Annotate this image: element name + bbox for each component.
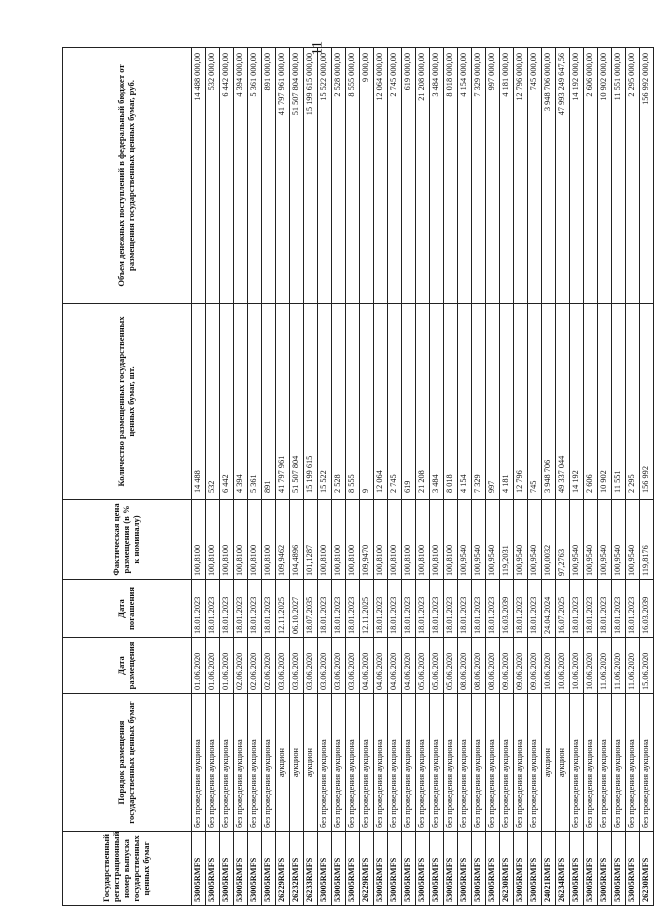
- cell-price: 119,8176: [640, 500, 654, 580]
- cell-redemption-date: 18.01.2023: [416, 580, 430, 638]
- cell-volume: 11 551 000,00: [612, 48, 626, 304]
- cell-redemption-date: 18.01.2023: [584, 580, 598, 638]
- cell-volume: 2 606 000,00: [584, 48, 598, 304]
- table-row: [290, 48, 304, 906]
- table-row: [626, 48, 640, 906]
- cell-volume: 891 000,00: [262, 48, 276, 304]
- cell-quantity: 2 745: [388, 304, 402, 500]
- cell-quantity: 10 902: [598, 304, 612, 500]
- cell-price: 100,8100: [220, 500, 234, 580]
- cell-order: без проведения аукциона: [430, 694, 444, 832]
- cell-volume: 2 295 000,00: [626, 48, 640, 304]
- cell-price: 100,8100: [262, 500, 276, 580]
- table-row: [640, 48, 654, 906]
- cell-redemption-date: 16.07.2025: [556, 580, 570, 638]
- cell-order: аукцион: [276, 694, 290, 832]
- cell-price: 100,8100: [248, 500, 262, 580]
- cell-placement-date: 03.06.2020: [332, 638, 346, 694]
- table-row: [556, 48, 570, 906]
- cell-volume: 6 442 000,00: [220, 48, 234, 304]
- table-row: [402, 48, 416, 906]
- cell-order: без проведения аукциона: [500, 694, 514, 832]
- table-row: [570, 48, 584, 906]
- cell-order: без проведения аукциона: [626, 694, 640, 832]
- cell-placement-date: 11.06.2020: [626, 638, 640, 694]
- cell-order: без проведения аукциона: [640, 694, 654, 832]
- cell-redemption-date: 18.01.2023: [472, 580, 486, 638]
- table-row: [206, 48, 220, 906]
- cell-price: 100,9540: [458, 500, 472, 580]
- cell-order: без проведения аукциона: [514, 694, 528, 832]
- cell-volume: 47 993 249 647,56: [556, 48, 570, 304]
- cell-code: 26229RMFS: [360, 832, 374, 906]
- cell-quantity: 5 361: [248, 304, 262, 500]
- header-volume: Объем денежных поступлений в федеральный бюджет от размещения государственных ценных бумаг, руб.: [63, 48, 192, 304]
- cell-code: 53005RMFS: [444, 832, 458, 906]
- cell-placement-date: 08.06.2020: [472, 638, 486, 694]
- table-row: [430, 48, 444, 906]
- table-row: [598, 48, 612, 906]
- cell-code: 53005RMFS: [514, 832, 528, 906]
- cell-order: без проведения аукциона: [472, 694, 486, 832]
- cell-code: 53005RMFS: [192, 832, 206, 906]
- cell-price: 100,0032: [542, 500, 556, 580]
- cell-code: 26234RMFS: [556, 832, 570, 906]
- table-row: [542, 48, 556, 906]
- cell-redemption-date: 24.04.2024: [542, 580, 556, 638]
- cell-order: аукцион: [304, 694, 318, 832]
- cell-code: 53005RMFS: [528, 832, 542, 906]
- cell-redemption-date: 18.01.2023: [626, 580, 640, 638]
- cell-code: 24021RMFS: [542, 832, 556, 906]
- cell-placement-date: 09.06.2020: [528, 638, 542, 694]
- cell-code: 53005RMFS: [472, 832, 486, 906]
- table-row: [304, 48, 318, 906]
- cell-placement-date: 03.06.2020: [290, 638, 304, 694]
- cell-placement-date: 01.06.2020: [192, 638, 206, 694]
- cell-price: 97,2763: [556, 500, 570, 580]
- cell-price: 119,2031: [500, 500, 514, 580]
- cell-redemption-date: 18.01.2023: [402, 580, 416, 638]
- page-number: 11: [309, 41, 326, 56]
- cell-quantity: 6 442: [220, 304, 234, 500]
- cell-order: без проведения аукциона: [528, 694, 542, 832]
- table-row: [584, 48, 598, 906]
- cell-price: 100,8100: [374, 500, 388, 580]
- cell-redemption-date: 18.01.2023: [612, 580, 626, 638]
- cell-order: без проведения аукциона: [192, 694, 206, 832]
- cell-volume: 4 394 000,00: [234, 48, 248, 304]
- cell-price: 100,9540: [514, 500, 528, 580]
- cell-quantity: 2 528: [332, 304, 346, 500]
- cell-code: 53005RMFS: [374, 832, 388, 906]
- table-row: [346, 48, 360, 906]
- cell-placement-date: 02.06.2020: [234, 638, 248, 694]
- cell-quantity: 7 329: [472, 304, 486, 500]
- cell-order: аукцион: [556, 694, 570, 832]
- cell-order: без проведения аукциона: [598, 694, 612, 832]
- cell-order: без проведения аукциона: [234, 694, 248, 832]
- cell-redemption-date: 18.07.2035: [304, 580, 318, 638]
- table-row: [500, 48, 514, 906]
- cell-order: без проведения аукциона: [220, 694, 234, 832]
- cell-code: 26230RMFS: [640, 832, 654, 906]
- cell-placement-date: 10.06.2020: [584, 638, 598, 694]
- cell-redemption-date: 18.01.2023: [374, 580, 388, 638]
- cell-price: 100,8100: [402, 500, 416, 580]
- cell-order: без проведения аукциона: [458, 694, 472, 832]
- table-row: [416, 48, 430, 906]
- cell-quantity: 15 522: [318, 304, 332, 500]
- cell-placement-date: 05.06.2020: [416, 638, 430, 694]
- cell-placement-date: 08.06.2020: [458, 638, 472, 694]
- cell-price: 100,8100: [416, 500, 430, 580]
- cell-price: 100,8100: [430, 500, 444, 580]
- cell-order: без проведения аукциона: [612, 694, 626, 832]
- cell-placement-date: 09.06.2020: [514, 638, 528, 694]
- cell-code: 53005RMFS: [234, 832, 248, 906]
- cell-price: 109,9470: [360, 500, 374, 580]
- cell-code: 53005RMFS: [612, 832, 626, 906]
- cell-code: 53005RMFS: [416, 832, 430, 906]
- cell-volume: 4 154 000,00: [458, 48, 472, 304]
- cell-placement-date: 09.06.2020: [500, 638, 514, 694]
- cell-code: 26229RMFS: [276, 832, 290, 906]
- cell-placement-date: 04.06.2020: [402, 638, 416, 694]
- securities-table-container: [62, 48, 651, 906]
- cell-code: 53005RMFS: [584, 832, 598, 906]
- cell-redemption-date: 18.01.2023: [514, 580, 528, 638]
- cell-order: без проведения аукциона: [486, 694, 500, 832]
- table-row: [374, 48, 388, 906]
- cell-quantity: 619: [402, 304, 416, 500]
- header-code: Государственный регистрационный номер выпуска государственных ценных бумаг: [63, 832, 192, 906]
- cell-order: без проведения аукциона: [444, 694, 458, 832]
- cell-price: 100,9540: [472, 500, 486, 580]
- cell-redemption-date: 18.01.2023: [444, 580, 458, 638]
- cell-placement-date: 02.06.2020: [248, 638, 262, 694]
- cell-redemption-date: 18.01.2023: [458, 580, 472, 638]
- cell-quantity: 891: [262, 304, 276, 500]
- cell-quantity: 3 484: [430, 304, 444, 500]
- cell-order: без проведения аукциона: [416, 694, 430, 832]
- cell-volume: 8 555 000,00: [346, 48, 360, 304]
- cell-code: 53005RMFS: [346, 832, 360, 906]
- header-placement-date: Дата размещения: [63, 638, 192, 694]
- cell-order: без проведения аукциона: [206, 694, 220, 832]
- cell-code: 53005RMFS: [318, 832, 332, 906]
- cell-code: 53005RMFS: [402, 832, 416, 906]
- cell-placement-date: 05.06.2020: [444, 638, 458, 694]
- table-row: [472, 48, 486, 906]
- cell-redemption-date: 18.01.2023: [318, 580, 332, 638]
- cell-code: 53005RMFS: [570, 832, 584, 906]
- cell-redemption-date: 18.01.2023: [192, 580, 206, 638]
- cell-volume: 2 745 000,00: [388, 48, 402, 304]
- cell-placement-date: 05.06.2020: [430, 638, 444, 694]
- cell-quantity: 4 181: [500, 304, 514, 500]
- table-row: [318, 48, 332, 906]
- cell-price: 100,8100: [346, 500, 360, 580]
- table-row: [486, 48, 500, 906]
- securities-placement-table: [62, 47, 654, 906]
- cell-volume: 997 000,00: [486, 48, 500, 304]
- table-row: [458, 48, 472, 906]
- cell-placement-date: 02.06.2020: [262, 638, 276, 694]
- cell-price: 109,9462: [276, 500, 290, 580]
- cell-code: 53005RMFS: [248, 832, 262, 906]
- cell-quantity: 3 948 706: [542, 304, 556, 500]
- cell-price: 104,4896: [290, 500, 304, 580]
- cell-volume: 15 199 615 000,00: [304, 48, 318, 304]
- cell-code: 53005RMFS: [206, 832, 220, 906]
- cell-quantity: 14 488: [192, 304, 206, 500]
- header-redemption-date: Дата погашения: [63, 580, 192, 638]
- cell-code: 53005RMFS: [430, 832, 444, 906]
- cell-price: 100,8100: [332, 500, 346, 580]
- cell-quantity: 532: [206, 304, 220, 500]
- table-row: [220, 48, 234, 906]
- cell-quantity: 21 208: [416, 304, 430, 500]
- cell-order: без проведения аукциона: [388, 694, 402, 832]
- cell-quantity: 49 337 044: [556, 304, 570, 500]
- cell-quantity: 8 018: [444, 304, 458, 500]
- table-row: [528, 48, 542, 906]
- cell-price: 100,8100: [444, 500, 458, 580]
- cell-volume: 21 208 000,00: [416, 48, 430, 304]
- cell-placement-date: 10.06.2020: [570, 638, 584, 694]
- cell-code: 53005RMFS: [388, 832, 402, 906]
- cell-volume: 156 992 000,00: [640, 48, 654, 304]
- cell-price: 100,9540: [584, 500, 598, 580]
- cell-placement-date: 10.06.2020: [556, 638, 570, 694]
- cell-placement-date: 03.06.2020: [318, 638, 332, 694]
- cell-quantity: 156 992: [640, 304, 654, 500]
- table-row: [388, 48, 402, 906]
- cell-volume: 14 488 000,00: [192, 48, 206, 304]
- cell-volume: 7 329 000,00: [472, 48, 486, 304]
- cell-redemption-date: 18.01.2023: [570, 580, 584, 638]
- cell-price: 100,8100: [192, 500, 206, 580]
- table-row: [332, 48, 346, 906]
- cell-placement-date: 04.06.2020: [360, 638, 374, 694]
- cell-volume: 4 181 000,00: [500, 48, 514, 304]
- cell-price: 100,9540: [528, 500, 542, 580]
- cell-redemption-date: 18.01.2023: [220, 580, 234, 638]
- cell-volume: 619 000,00: [402, 48, 416, 304]
- cell-price: 100,9540: [598, 500, 612, 580]
- cell-placement-date: 04.06.2020: [374, 638, 388, 694]
- table-row: [262, 48, 276, 906]
- cell-order: без проведения аукциона: [402, 694, 416, 832]
- table-body: [192, 48, 654, 906]
- table-row: [514, 48, 528, 906]
- cell-volume: 51 507 804 000,00: [290, 48, 304, 304]
- table-row: [234, 48, 248, 906]
- table-row: [612, 48, 626, 906]
- cell-placement-date: 11.06.2020: [598, 638, 612, 694]
- cell-price: 100,9540: [570, 500, 584, 580]
- cell-volume: 2 528 000,00: [332, 48, 346, 304]
- cell-volume: 8 018 000,00: [444, 48, 458, 304]
- cell-redemption-date: 18.01.2023: [262, 580, 276, 638]
- cell-code: 53005RMFS: [486, 832, 500, 906]
- cell-quantity: 2 606: [584, 304, 598, 500]
- cell-quantity: 12 064: [374, 304, 388, 500]
- cell-code: 26232RMFS: [290, 832, 304, 906]
- cell-redemption-date: 18.01.2023: [206, 580, 220, 638]
- cell-placement-date: 03.06.2020: [304, 638, 318, 694]
- cell-placement-date: 01.06.2020: [220, 638, 234, 694]
- table-header-row: [63, 48, 192, 906]
- table-row: [248, 48, 262, 906]
- cell-placement-date: 10.06.2020: [542, 638, 556, 694]
- cell-quantity: 15 199 615: [304, 304, 318, 500]
- cell-code: 53005RMFS: [262, 832, 276, 906]
- cell-quantity: 9: [360, 304, 374, 500]
- cell-redemption-date: 12.11.2025: [276, 580, 290, 638]
- cell-redemption-date: 18.01.2023: [346, 580, 360, 638]
- cell-code: 53005RMFS: [598, 832, 612, 906]
- table-row: [276, 48, 290, 906]
- cell-placement-date: 11.06.2020: [612, 638, 626, 694]
- cell-placement-date: 15.06.2020: [640, 638, 654, 694]
- cell-price: 100,8100: [206, 500, 220, 580]
- cell-volume: 10 902 000,00: [598, 48, 612, 304]
- cell-price: 100,8100: [234, 500, 248, 580]
- cell-volume: 532 000,00: [206, 48, 220, 304]
- cell-redemption-date: 16.03.2039: [500, 580, 514, 638]
- cell-volume: 15 522 000,00: [318, 48, 332, 304]
- cell-redemption-date: 18.01.2023: [486, 580, 500, 638]
- cell-order: без проведения аукциона: [248, 694, 262, 832]
- cell-placement-date: 08.06.2020: [486, 638, 500, 694]
- cell-code: 53005RMFS: [458, 832, 472, 906]
- cell-volume: 12 064 000,00: [374, 48, 388, 304]
- cell-quantity: 4 154: [458, 304, 472, 500]
- header-quantity: Количество размещенных государственных ценных бумаг, шт.: [63, 304, 192, 500]
- cell-quantity: 4 394: [234, 304, 248, 500]
- cell-code: 26230RMFS: [500, 832, 514, 906]
- cell-price: 100,8100: [388, 500, 402, 580]
- header-price: Фактическая цена размещения (в % к номиналу): [63, 500, 192, 580]
- cell-quantity: 41 797 961: [276, 304, 290, 500]
- cell-redemption-date: 18.01.2023: [248, 580, 262, 638]
- cell-order: без проведения аукциона: [262, 694, 276, 832]
- table-row: [360, 48, 374, 906]
- cell-redemption-date: 18.01.2023: [598, 580, 612, 638]
- cell-redemption-date: 18.01.2023: [528, 580, 542, 638]
- cell-volume: 41 797 961 000,00: [276, 48, 290, 304]
- cell-order: без проведения аукциона: [346, 694, 360, 832]
- cell-volume: 9 000,00: [360, 48, 374, 304]
- cell-price: 100,9540: [486, 500, 500, 580]
- cell-volume: 3 948 706 000,00: [542, 48, 556, 304]
- cell-order: без проведения аукциона: [318, 694, 332, 832]
- cell-quantity: 14 192: [570, 304, 584, 500]
- cell-quantity: 745: [528, 304, 542, 500]
- cell-quantity: 51 507 804: [290, 304, 304, 500]
- cell-redemption-date: 16.03.2039: [640, 580, 654, 638]
- cell-order: без проведения аукциона: [374, 694, 388, 832]
- header-order: Порядок размещения государственных ценных бумаг: [63, 694, 192, 832]
- cell-placement-date: 03.06.2020: [346, 638, 360, 694]
- cell-order: без проведения аукциона: [332, 694, 346, 832]
- cell-order: аукцион: [290, 694, 304, 832]
- cell-placement-date: 03.06.2020: [276, 638, 290, 694]
- cell-redemption-date: 18.01.2023: [234, 580, 248, 638]
- cell-price: 100,9540: [612, 500, 626, 580]
- cell-placement-date: 04.06.2020: [388, 638, 402, 694]
- cell-quantity: 12 796: [514, 304, 528, 500]
- cell-price: 100,9540: [626, 500, 640, 580]
- cell-code: 26233RMFS: [304, 832, 318, 906]
- cell-volume: 745 000,00: [528, 48, 542, 304]
- cell-order: аукцион: [542, 694, 556, 832]
- cell-price: 100,8100: [318, 500, 332, 580]
- cell-volume: 14 192 000,00: [570, 48, 584, 304]
- cell-quantity: 8 555: [346, 304, 360, 500]
- cell-order: без проведения аукциона: [360, 694, 374, 832]
- cell-quantity: 2 295: [626, 304, 640, 500]
- cell-code: 53005RMFS: [332, 832, 346, 906]
- cell-price: 101,1287: [304, 500, 318, 580]
- cell-redemption-date: 18.01.2023: [332, 580, 346, 638]
- cell-redemption-date: 18.01.2023: [430, 580, 444, 638]
- cell-volume: 5 361 000,00: [248, 48, 262, 304]
- cell-quantity: 11 551: [612, 304, 626, 500]
- cell-order: без проведения аукциона: [570, 694, 584, 832]
- table-row: [444, 48, 458, 906]
- table-row: [192, 48, 206, 906]
- cell-code: 53005RMFS: [220, 832, 234, 906]
- cell-redemption-date: 18.01.2023: [388, 580, 402, 638]
- cell-quantity: 997: [486, 304, 500, 500]
- cell-redemption-date: 06.10.2027: [290, 580, 304, 638]
- cell-volume: 3 484 000,00: [430, 48, 444, 304]
- cell-placement-date: 01.06.2020: [206, 638, 220, 694]
- cell-redemption-date: 12.11.2025: [360, 580, 374, 638]
- cell-volume: 12 796 000,00: [514, 48, 528, 304]
- cell-code: 53005RMFS: [626, 832, 640, 906]
- cell-order: без проведения аукциона: [584, 694, 598, 832]
